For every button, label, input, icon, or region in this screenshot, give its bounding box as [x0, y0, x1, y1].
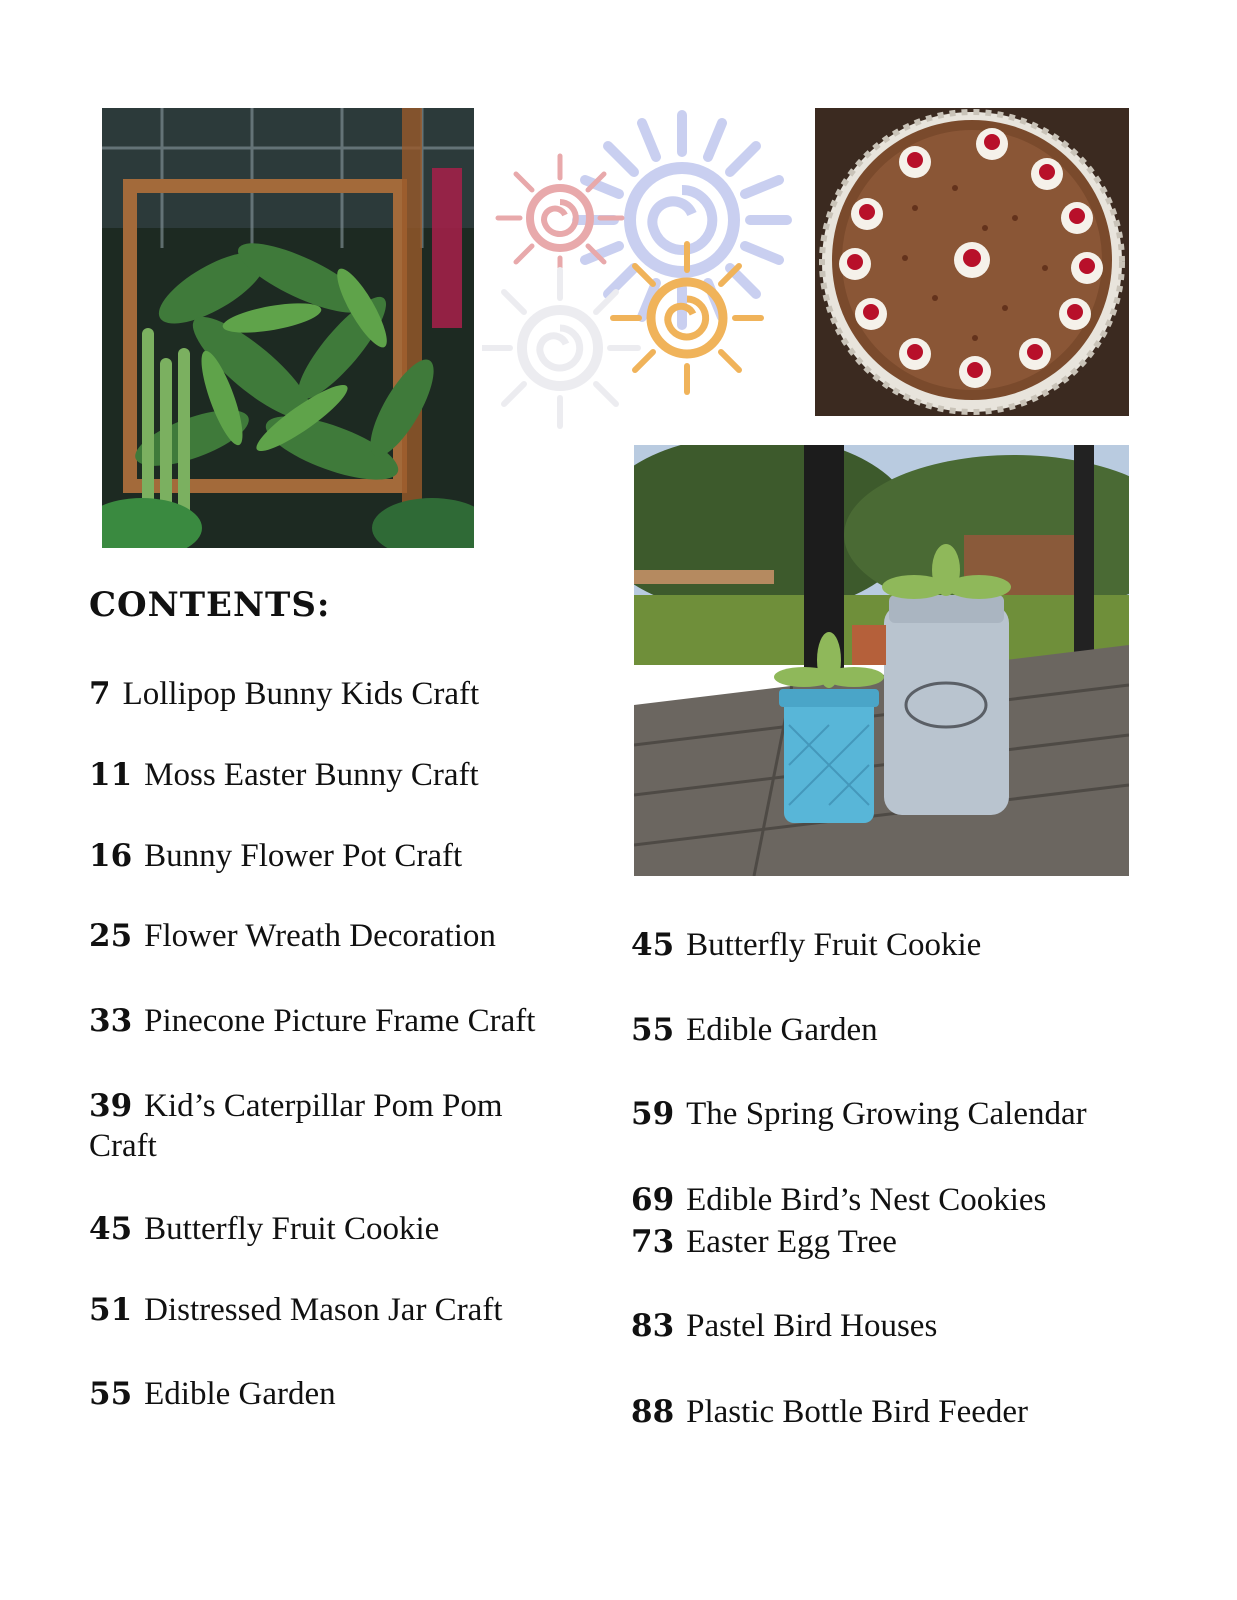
toc-page-number: 51 [89, 1292, 133, 1328]
cherry-cake-photo [815, 108, 1129, 416]
toc-title: Distressed Mason Jar Craft [144, 1292, 503, 1328]
toc-title: Moss Easter Bunny Craft [144, 757, 479, 793]
toc-title: Bunny Flower Pot Craft [144, 838, 463, 874]
toc-page-number: 33 [89, 1003, 133, 1039]
toc-page-number: 16 [89, 838, 133, 874]
toc-entry[interactable] [89, 674, 479, 714]
toc-page-number: 88 [631, 1394, 675, 1430]
toc-title: Flower Wreath Decoration [144, 918, 496, 954]
toc-entry[interactable] [89, 1001, 535, 1041]
toc-page-number: 45 [89, 1211, 133, 1247]
toc-entry[interactable] [89, 916, 496, 956]
toc-page-number: 69 [631, 1182, 675, 1218]
toc-entry[interactable] [89, 1290, 502, 1330]
toc-title: Butterfly Fruit Cookie [686, 927, 982, 963]
toc-entry[interactable] [631, 925, 981, 965]
toc-title: Pastel Bird Houses [686, 1308, 938, 1344]
toc-entry[interactable] [631, 1306, 937, 1346]
toc-title: Plastic Bottle Bird Feeder [686, 1394, 1028, 1430]
toc-entry[interactable] [89, 836, 462, 876]
toc-page-number: 11 [89, 757, 133, 793]
decorative-suns [482, 90, 812, 450]
toc-entry[interactable] [631, 1094, 1087, 1134]
contents-heading: CONTENTS: [89, 585, 331, 625]
toc-title: Easter Egg Tree [686, 1224, 897, 1260]
plant-wall-photo [102, 108, 474, 548]
toc-entry[interactable] [89, 755, 479, 795]
toc-entry[interactable] [631, 1180, 1046, 1220]
toc-entry[interactable] [631, 1222, 897, 1262]
toc-page-number: 39 [89, 1088, 133, 1124]
toc-entry[interactable] [89, 1209, 439, 1249]
toc-title: Edible Bird’s Nest Cookies [686, 1182, 1047, 1218]
toc-title: Edible Garden [686, 1012, 878, 1048]
toc-page-number: 55 [631, 1012, 675, 1048]
toc-title: Butterfly Fruit Cookie [144, 1211, 440, 1247]
toc-title: The Spring Growing Calendar [686, 1096, 1087, 1132]
toc-entry[interactable] [89, 1086, 559, 1166]
toc-page-number: 83 [631, 1308, 675, 1344]
toc-title: Pinecone Picture Frame Craft [144, 1003, 536, 1039]
toc-page-number: 25 [89, 918, 133, 954]
toc-title: Kid’s Caterpillar Pom Pom Craft [89, 1088, 503, 1164]
toc-page-number: 7 [89, 676, 111, 712]
toc-entry[interactable] [631, 1392, 1028, 1432]
toc-entry[interactable] [631, 1010, 878, 1050]
toc-page-number: 59 [631, 1096, 675, 1132]
toc-page-number: 45 [631, 927, 675, 963]
toc-page-number: 55 [89, 1376, 133, 1412]
toc-entry[interactable] [89, 1374, 336, 1414]
toc-title: Edible Garden [144, 1376, 336, 1412]
toc-title: Lollipop Bunny Kids Craft [122, 676, 480, 712]
toc-page-number: 73 [631, 1224, 675, 1260]
mason-jars-photo [634, 445, 1129, 876]
